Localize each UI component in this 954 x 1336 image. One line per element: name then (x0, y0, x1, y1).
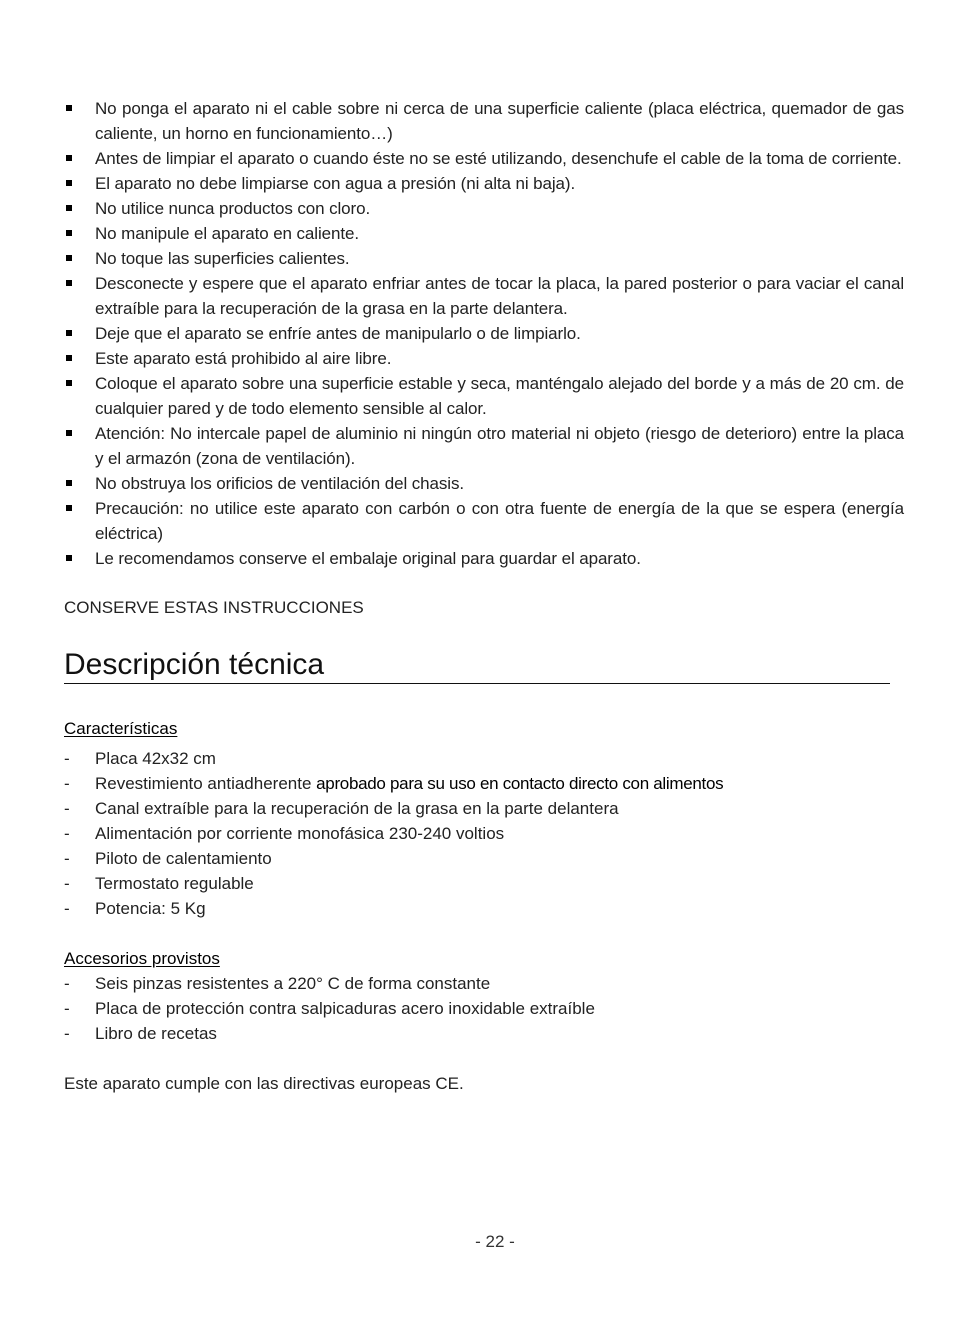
safety-item-text: Precaución: no utilice este aparato con carbón o con otra fuente de energía de la que se espera (energía eléctrica) (95, 499, 904, 543)
dash-marker: - (64, 1024, 70, 1043)
list-item (64, 546, 904, 571)
safety-item-text: Antes de limpiar el aparato o cuando éste no se esté utilizando, desenchufe el cable de la toma de corriente. (95, 149, 902, 168)
dash-marker: - (64, 824, 70, 843)
square-bullet-icon (66, 180, 72, 186)
square-bullet-icon (66, 255, 72, 261)
conserve-instructions-text: CONSERVE ESTAS INSTRUCCIONES (64, 598, 364, 617)
list-item (64, 821, 904, 846)
page-number: - 22 - (475, 1232, 515, 1251)
section-title: Descripción técnica (64, 647, 890, 684)
list-item (64, 246, 904, 271)
list-item (64, 421, 904, 471)
square-bullet-icon (66, 555, 72, 561)
list-item (64, 96, 904, 146)
list-item (64, 221, 904, 246)
list-item (64, 896, 904, 921)
list-item (64, 771, 904, 796)
list-item (64, 471, 904, 496)
safety-item-text: No utilice nunca productos con cloro. (95, 199, 371, 218)
dash-marker: - (64, 849, 70, 868)
safety-item-text: Coloque el aparato sobre una superficie estable y seca, manténgalo alejado del borde y a más de 20 cm. de cualquier pared y de todo elemento sensible al calor. (95, 374, 904, 418)
square-bullet-icon (66, 230, 72, 236)
feature-emphasis-text: aprobado para su uso en contacto directo con alimentos (316, 774, 724, 793)
list-item (64, 321, 904, 346)
feature-text: Placa 42x32 cm (95, 749, 216, 768)
square-bullet-icon (66, 155, 72, 161)
safety-instructions-list (64, 96, 904, 571)
list-item (64, 971, 904, 996)
safety-item-text: Desconecte y espere que el aparato enfriar antes de tocar la placa, la pared posterior o para vaciar el canal extraíble para la recuperación de la grasa en la parte delantera. (95, 274, 904, 318)
square-bullet-icon (66, 505, 72, 511)
square-bullet-icon (66, 355, 72, 361)
dash-marker: - (64, 749, 70, 768)
safety-item-text: Atención: No intercale papel de aluminio ni ningún otro material ni objeto (riesgo de deterioro) entre la placa y el armazón (zona de ventilación). (95, 424, 904, 468)
list-item (64, 346, 904, 371)
square-bullet-icon (66, 280, 72, 286)
safety-item-text: Le recomendamos conserve el embalaje original para guardar el aparato. (95, 549, 641, 568)
dash-marker: - (64, 774, 70, 793)
list-item (64, 196, 904, 221)
dash-marker: - (64, 799, 70, 818)
square-bullet-icon (66, 330, 72, 336)
list-item (64, 146, 904, 171)
square-bullet-icon (66, 480, 72, 486)
list-item (64, 271, 904, 321)
safety-item-text: No toque las superficies calientes. (95, 249, 350, 268)
list-item (64, 996, 904, 1021)
list-item (64, 846, 904, 871)
features-heading: Características (64, 719, 178, 738)
square-bullet-icon (66, 205, 72, 211)
features-list (64, 746, 904, 921)
compliance-statement: Este aparato cumple con las directivas europeas CE. (64, 1074, 464, 1093)
square-bullet-icon (66, 430, 72, 436)
dash-marker: - (64, 974, 70, 993)
dash-marker: - (64, 874, 70, 893)
accessory-text: Libro de recetas (95, 1024, 217, 1043)
list-item (64, 496, 904, 546)
feature-text: Revestimiento antiadherente (95, 774, 317, 793)
accessories-heading: Accesorios provistos (64, 949, 220, 968)
accessories-list (64, 971, 904, 1046)
safety-item-text: No manipule el aparato en caliente. (95, 224, 359, 243)
accessory-text: Seis pinzas resistentes a 220° C de forma constante (95, 974, 491, 993)
list-item (64, 746, 904, 771)
feature-text: Canal extraíble para la recuperación de la grasa en la parte delantera (95, 799, 619, 818)
list-item (64, 1021, 904, 1046)
dash-marker: - (64, 999, 70, 1018)
list-item (64, 796, 904, 821)
safety-item-text: El aparato no debe limpiarse con agua a presión (ni alta ni baja). (95, 174, 576, 193)
list-item (64, 371, 904, 421)
accessory-text: Placa de protección contra salpicaduras acero inoxidable extraíble (95, 999, 595, 1018)
safety-item-text: No ponga el aparato ni el cable sobre ni cerca de una superficie caliente (placa eléctrica, quemador de gas caliente, un horno en funcionamiento…) (95, 99, 904, 143)
safety-item-text: Deje que el aparato se enfríe antes de manipularlo o de limpiarlo. (95, 324, 581, 343)
feature-text: Termostato regulable (95, 874, 254, 893)
list-item (64, 171, 904, 196)
list-item (64, 871, 904, 896)
square-bullet-icon (66, 105, 72, 111)
feature-text: Alimentación por corriente monofásica 230-240 voltios (95, 824, 505, 843)
feature-text: Piloto de calentamiento (95, 849, 272, 868)
square-bullet-icon (66, 380, 72, 386)
feature-text: Potencia: 5 Kg (95, 899, 206, 918)
dash-marker: - (64, 899, 70, 918)
safety-item-text: No obstruya los orificios de ventilación del chasis. (95, 474, 464, 493)
safety-item-text: Este aparato está prohibido al aire libre. (95, 349, 392, 368)
